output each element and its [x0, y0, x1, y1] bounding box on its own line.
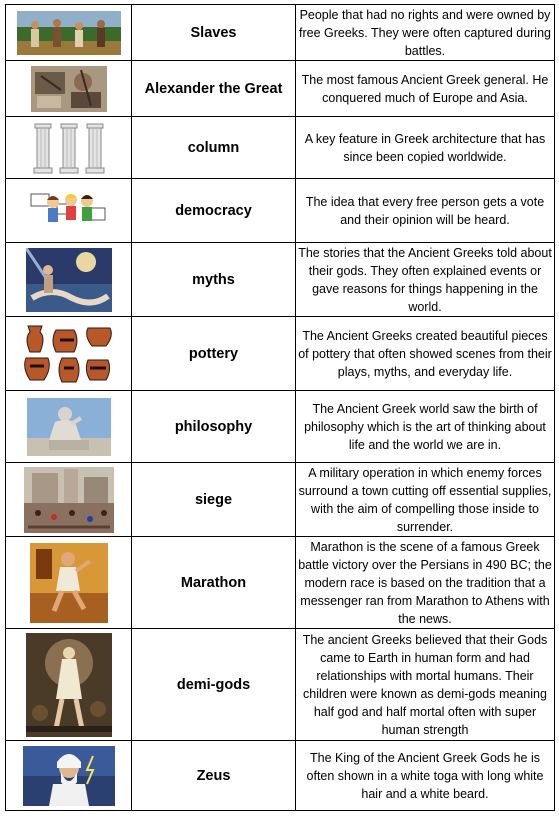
term-cell: Zeus [132, 741, 296, 811]
term-cell: column [132, 117, 296, 179]
marathon-runner-picture [30, 543, 108, 623]
zeus-picture [23, 746, 115, 806]
siege-painting-picture [24, 467, 114, 533]
definition-cell: The stories that the Ancient Greeks told about their gods. They often explained events or gave reasons for things happening in the world. [296, 243, 555, 317]
term-cell: siege [132, 463, 296, 537]
table-row [6, 391, 555, 463]
columns-picture [32, 122, 106, 174]
demigod-painting-picture [26, 633, 112, 737]
table-row [6, 117, 555, 179]
myth-painting-picture [26, 248, 112, 312]
term-cell: Slaves [132, 5, 296, 61]
image-cell [6, 117, 132, 179]
term-cell: Marathon [132, 537, 296, 629]
slaves-picture [17, 11, 121, 55]
definition-cell: The idea that every free person gets a vote and their opinion will be heard. [296, 179, 555, 243]
image-cell [6, 537, 132, 629]
definition-cell: A key feature in Greek architecture that has since been copied worldwide. [296, 117, 555, 179]
philosopher-statue-picture [27, 398, 111, 456]
table-row [6, 537, 555, 629]
definition-cell: People that had no rights and were owned by free Greeks. They were often captured during battles. [296, 5, 555, 61]
term-cell: pottery [132, 317, 296, 391]
term-cell: Alexander the Great [132, 61, 296, 117]
term-cell: philosophy [132, 391, 296, 463]
definition-cell: The Ancient Greeks created beautiful pieces of pottery that often showed scenes from their plays, myths, and everyday life. [296, 317, 555, 391]
image-cell [6, 5, 132, 61]
table-row [6, 741, 555, 811]
vocabulary-table [5, 4, 555, 811]
image-cell [6, 629, 132, 741]
definition-cell: The ancient Greeks believed that their Gods came to Earth in human form and had relationships with mortal humans. Their children were known as demi-gods meaning half god and half mortal often with super human strength [296, 629, 555, 741]
table-row [6, 5, 555, 61]
definition-cell: The King of the Ancient Greek Gods he is often shown in a white toga with long white hair and a white beard. [296, 741, 555, 811]
table-row [6, 629, 555, 741]
voters-cartoon-picture [27, 190, 111, 232]
image-cell [6, 317, 132, 391]
definition-cell: A military operation in which enemy forces surround a town cutting off essential supplies, with the aim of compelling those inside to surrender. [296, 463, 555, 537]
image-cell [6, 243, 132, 317]
image-cell [6, 61, 132, 117]
table-row [6, 61, 555, 117]
table-row [6, 179, 555, 243]
table-row [6, 243, 555, 317]
definition-cell: Marathon is the scene of a famous Greek battle victory over the Persians in 490 BC; the modern race is based on the tradition that a messenger ran from Marathon to Athens with the news. [296, 537, 555, 629]
image-cell [6, 179, 132, 243]
alexander-mosaic-picture [31, 66, 107, 112]
image-cell [6, 741, 132, 811]
term-cell: demi-gods [132, 629, 296, 741]
table-row [6, 317, 555, 391]
table-row [6, 463, 555, 537]
image-cell [6, 391, 132, 463]
term-cell: myths [132, 243, 296, 317]
definition-cell: The Ancient Greek world saw the birth of philosophy which is the art of thinking about life and the world we are in. [296, 391, 555, 463]
greek-vases-picture [22, 322, 116, 386]
term-cell: democracy [132, 179, 296, 243]
image-cell [6, 463, 132, 537]
definition-cell: The most famous Ancient Greek general. He conquered much of Europe and Asia. [296, 61, 555, 117]
